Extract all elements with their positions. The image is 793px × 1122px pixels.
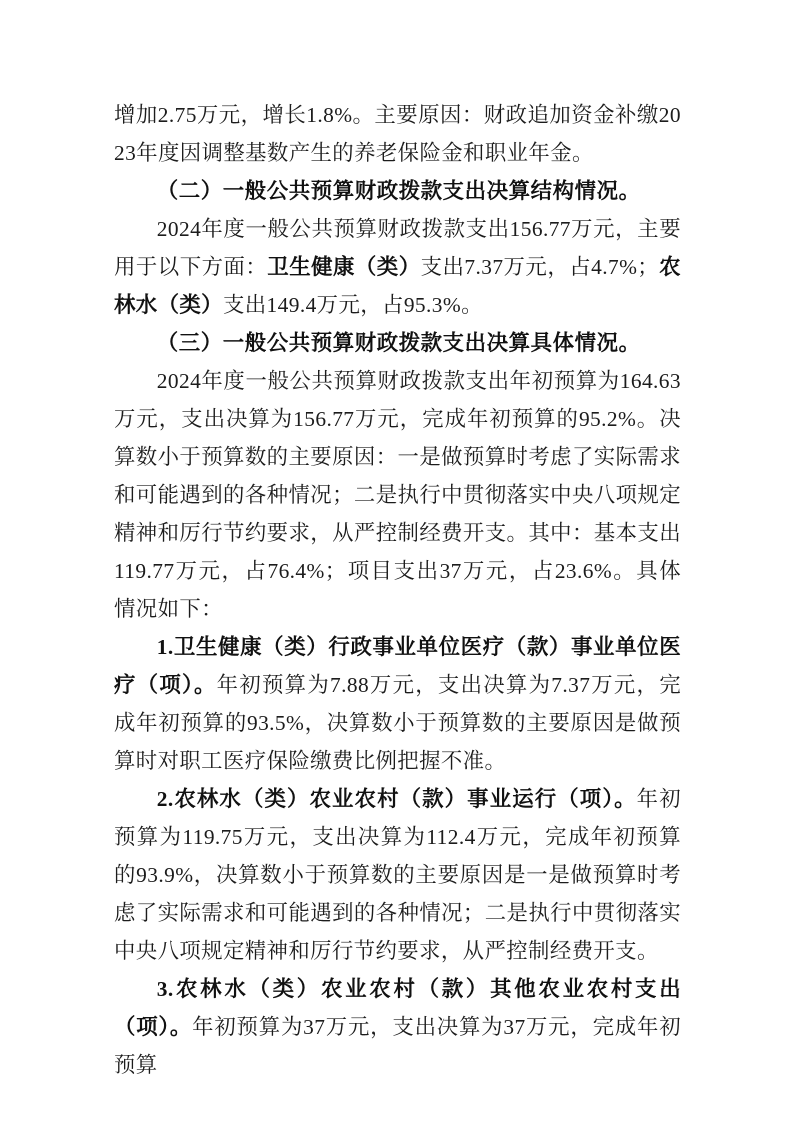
item-2-title: 2.农林水（类）农业农村（款）事业运行（项）。 — [156, 787, 637, 811]
heading-section-3 — [114, 324, 681, 362]
para-overall-budget — [114, 362, 681, 628]
body-text: 支出149.4万元，占95.3%。 — [222, 293, 483, 317]
body-text: 增加2.75万元，增长1.8%。主要原因：财政追加资金补缴2023年度因调整基数产生的养老保险金和职业年金。 — [114, 103, 681, 165]
body-text: 2024年度一般公共预算财政拨款支出年初预算为164.63万元，支出决算为156.77万元，完成年初预算的95.2%。决算数小于预算数的主要原因：一是做预算时考虑了实际需求和可能遇到的各种情况；二是执行中贯彻落实中央八项规定精神和厉行节约要求，从严控制经费开支。其中：基本支出119.77万元，占76.4%；项目支出37万元，占23.6%。具体情况如下： — [114, 369, 681, 621]
para-item-1-health — [114, 628, 681, 780]
para-pension-adjustment-continuation — [114, 96, 681, 172]
body-text: 支出7.37万元，占4.7%； — [420, 255, 660, 279]
item-3-title: 3.农林水（类）农业农村（款）其他农业农村支出（项）。 — [114, 977, 681, 1039]
body-text: 年初预算为7.88万元，支出决算为7.37万元，完成年初预算的93.5%，决算数小于预算数的主要原因是做预算时对职工医疗保险缴费比例把握不准。 — [114, 673, 681, 773]
para-item-3-other-agriculture — [114, 970, 681, 1084]
para-item-2-agriculture — [114, 780, 681, 970]
category-health-label: 卫生健康（类） — [267, 255, 421, 279]
section-heading-text: （三）一般公共预算财政拨款支出决算具体情况。 — [156, 331, 641, 355]
body-text: 年初预算为119.75万元，支出决算为112.4万元，完成年初预算的93.9%，决算数小于预算数的主要原因是一是做预算时考虑了实际需求和可能遇到的各种情况；二是执行中贯彻落实中央八项规定精神和厉行节约要求，从严控制经费开支。 — [114, 787, 681, 963]
document-body — [114, 96, 681, 1084]
category-agriculture-label: 农林水（类） — [114, 255, 681, 317]
body-text: 年初预算为37万元，支出决算为37万元，完成年初预算 — [114, 1015, 681, 1077]
heading-section-2 — [114, 172, 681, 210]
item-1-title: 1.卫生健康（类）行政事业单位医疗（款）事业单位医疗（项）。 — [114, 635, 681, 697]
para-expenditure-structure — [114, 210, 681, 324]
section-heading-text: （二）一般公共预算财政拨款支出决算结构情况。 — [156, 179, 641, 203]
body-text: 2024年度一般公共预算财政拨款支出156.77万元，主要用于以下方面： — [114, 217, 681, 279]
